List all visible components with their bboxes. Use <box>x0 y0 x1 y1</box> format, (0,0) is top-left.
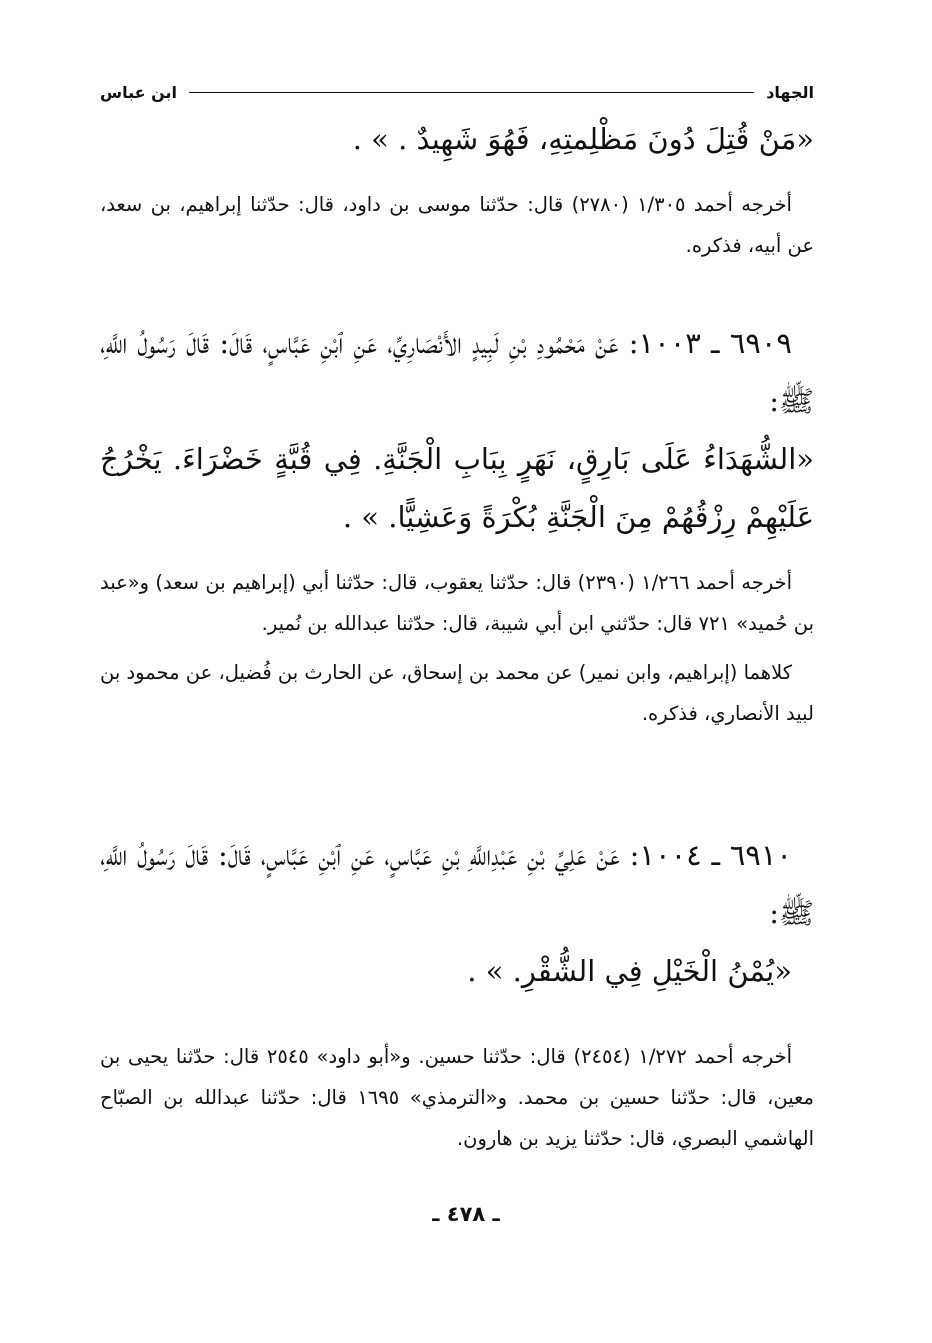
hadith-text-continued <box>100 110 814 168</box>
takhrij-block <box>100 562 814 734</box>
takhrij-block <box>100 1036 814 1159</box>
hadith-isnad: ٦٩٠٩ ـ ١٠٠٣: عَنْ مَحْمُودِ بْنِ لَبِيدٍ الأَنْصَارِيِّ، عَنِ ٱبْنِ عَبَّاسٍ، قَالَ: قَالَ رَسُولُ اللَّهِ، ﷺ: <box>100 326 814 418</box>
page-number: ـ ٤٧٨ ـ <box>432 1202 500 1226</box>
hadith-matn: «مَنْ قُتِلَ دُونَ مَظْلِمتِهِ، فَهُوَ شَهِيدٌ . » . <box>352 122 814 156</box>
hadith-matn: «يُمْنُ الْخَيْلِ فِي الشُّقْرِ. » . <box>467 954 792 988</box>
takhrij-paragraph: أخرجه أحمد ١/٣٠٥ (٢٧٨٠) قال: حدّثنا موسى بن داود، قال: حدّثنا إبراهيم، بن سعد، عن أبيه، فذكره. <box>100 193 814 257</box>
takhrij-block <box>100 184 814 266</box>
hadith-entry-6910 <box>100 826 814 1000</box>
takhrij-paragraph: أخرجه أحمد ١/٢٧٢ (٢٤٥٤) قال: حدّثنا حسين. و«أبو داود» ٢٥٤٥ قال: حدّثنا يحيى بن معين، قال: حدّثنا حسين بن محمد. و«الترمذي» ١٦٩٥ قال: حدّثنا عبدالله بن الصبّاح الهاشمي البصري، قال: حدّثنا يزيد بن هارون. <box>100 1045 814 1150</box>
running-header <box>100 76 814 102</box>
header-rule <box>189 92 754 93</box>
takhrij-paragraph: كلاهما (إبراهيم، وابن نمير) عن محمد بن إسحاق، عن الحارث بن فُضيل، عن محمود بن لبيد الأنصاري، فذكره. <box>100 661 814 725</box>
header-section-title: ابن عباس <box>100 83 178 102</box>
hadith-matn: «الشُّهَدَاءُ عَلَى بَارِقٍ، نَهَرٍ بِبَابِ الْجَنَّةِ. فِي قُبَّةٍ خَضْرَاءَ. يَخْرُجُ عَلَيْهِمْ رِزْقُهُمْ مِنَ الْجَنَّةِ بُكْرَةً وَعَشِيًّا. » . <box>100 442 814 534</box>
takhrij-paragraph: أخرجه أحمد ١/٢٦٦ (٢٣٩٠) قال: حدّثنا يعقوب، قال: حدّثنا أبي (إبراهيم بن سعد) و«عبد بن حُميد» ٧٢١ قال: حدّثني ابن أبي شيبة، قال: حدّثنا عبدالله بن نُمير. <box>100 571 814 635</box>
header-chapter-title: الجهاد <box>766 83 814 102</box>
hadith-isnad: ٦٩١٠ ـ ١٠٠٤: عَنْ عَلِيِّ بْنِ عَبْدِاللَّهِ بْنِ عَبَّاسٍ، عَنِ ٱبْنِ عَبَّاسٍ، قَالَ: قَالَ رَسُولُ اللَّهِ، ﷺ: <box>100 838 814 930</box>
hadith-entry-6909 <box>100 314 814 546</box>
